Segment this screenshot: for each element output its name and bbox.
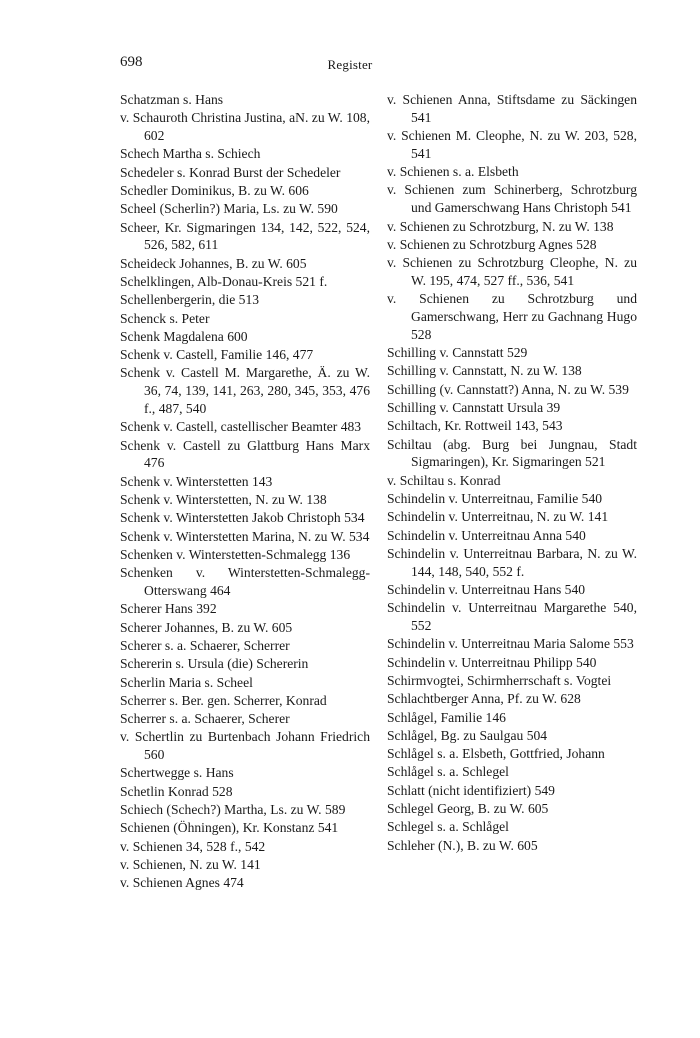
index-entry: Scherrer s. Ber. gen. Scherrer, Konrad: [120, 692, 327, 708]
index-entry: Schindelin v. Unterreitnau Hans 540: [387, 582, 586, 598]
index-entry: v. Schienen Anna, Stiftsdame zu Säckingen 541: [387, 92, 637, 125]
index-entry: v. Schienen s. a. Elsbeth: [387, 164, 519, 180]
index-entry: v. Schienen, N. zu W. 141: [120, 856, 261, 872]
index-entry: Schenken v. Winterstetten-Schmalegg 136: [120, 546, 351, 562]
index-entry: Schlågel, Familie 146: [387, 709, 506, 725]
index-entry: Schech Martha s. Schiech: [120, 146, 261, 162]
index-entry: Scherer Johannes, B. zu W. 605: [120, 619, 293, 635]
index-column-left: [120, 91, 370, 893]
index-entry: Schenk v. Winterstetten 143: [120, 473, 273, 489]
index-entry: Schedeler s. Konrad Burst der Schedeler: [120, 164, 341, 180]
index-entry: Schiltau (abg. Burg bei Jungnau, Stadt Sigmaringen), Kr. Sigmaringen 521: [387, 436, 637, 470]
index-entry: Scherlin Maria s. Scheel: [120, 674, 253, 690]
index-entry: v. Schienen zu Schrotzburg Cleophe, N. zu W. 195, 474, 527 ff., 536, 541: [387, 255, 637, 288]
index-entry: v. Schienen zu Schrotzburg Agnes 528: [387, 236, 597, 252]
index-entry: v. Schienen zum Schinerberg, Schrotzburg und Gamerschwang Hans Christoph 541: [387, 182, 637, 216]
index-entry: Scherrer s. a. Schaerer, Scherer: [120, 711, 290, 727]
index-entry: Schenk v. Winterstetten, N. zu W. 138: [120, 492, 327, 508]
index-entry: v. Schienen 34, 528 f., 542: [120, 838, 266, 854]
index-entry: v. Schienen Agnes 474: [120, 875, 244, 891]
index-entry: Schlegel s. a. Schlågel: [387, 819, 509, 835]
index-entry: Schlågel, Bg. zu Saulgau 504: [387, 727, 548, 743]
index-entry: Schienen (Öhningen), Kr. Konstanz 541: [120, 820, 339, 836]
index-entry: Schiech (Schech?) Martha, Ls. zu W. 589: [120, 802, 346, 818]
index-entry: v. Schiltau s. Konrad: [387, 472, 501, 488]
index-entry: Schetlin Konrad 528: [120, 783, 233, 799]
index-entry: Schindelin v. Unterreitnau, N. zu W. 141: [387, 509, 609, 525]
index-entry: Scherer s. a. Schaerer, Scherrer: [120, 637, 290, 653]
index-entry: Scheer, Kr. Sigmaringen 134, 142, 522, 524, 526, 582, 611: [120, 219, 370, 253]
index-entry: Schenken v. Winterstetten-Schmalegg-Otterswang 464: [120, 565, 370, 599]
index-entry: Schlatt (nicht identifiziert) 549: [387, 782, 555, 798]
index-entry: Schilling v. Cannstatt, N. zu W. 138: [387, 363, 582, 379]
index-entry: Schenk Magdalena 600: [120, 328, 248, 344]
index-entry: Schindelin v. Unterreitnau Margarethe 540, 552: [387, 600, 637, 634]
index-entry: Schererin s. Ursula (die) Schererin: [120, 656, 309, 672]
index-entry: Schindelin v. Unterreitnau Philipp 540: [387, 654, 597, 670]
index-entry: Schilling v. Cannstatt 529: [387, 345, 528, 361]
index-column-right: [387, 91, 637, 855]
index-entry: Schlågel s. a. Elsbeth, Gottfried, Johann: [387, 746, 605, 762]
index-entry: Schlågel s. a. Schlegel: [387, 764, 509, 780]
index-entry: Scherer Hans 392: [120, 601, 217, 617]
index-entry: Schilling v. Cannstatt Ursula 39: [387, 400, 561, 416]
index-entry: Schenck s. Peter: [120, 310, 210, 326]
index-entry: Schiltach, Kr. Rottweil 143, 543: [387, 418, 563, 434]
index-entry: Schenk v. Winterstetten Jakob Christoph 534: [120, 510, 365, 526]
index-entry: Schindelin v. Unterreitnau Barbara, N. zu W. 144, 148, 540, 552 f.: [387, 545, 637, 579]
index-entry: Schenk v. Castell, Familie 146, 477: [120, 347, 314, 363]
index-entry: Schlegel Georg, B. zu W. 605: [387, 801, 549, 817]
page-number: 698: [120, 54, 143, 70]
index-entry: Schleher (N.), B. zu W. 605: [387, 837, 538, 853]
index-entry: Schenk v. Winterstetten Marina, N. zu W. 534: [120, 528, 370, 544]
index-entry: Scheel (Scherlin?) Maria, Ls. zu W. 590: [120, 201, 338, 217]
index-entry: Schenk v. Castell, castellischer Beamter 483: [120, 419, 362, 435]
index-entry: Schlachtberger Anna, Pf. zu W. 628: [387, 691, 581, 707]
index-entry: Schindelin v. Unterreitnau Anna 540: [387, 527, 586, 543]
index-entry: Schenk v. Castell M. Margarethe, Ä. zu W. 36, 74, 139, 141, 263, 280, 345, 353, 476 f., 487, 540: [120, 365, 370, 417]
index-entry: v. Schienen M. Cleophe, N. zu W. 203, 528, 541: [387, 128, 637, 161]
index-entry: Scheideck Johannes, B. zu W. 605: [120, 255, 307, 271]
index-entry: Schedler Dominikus, B. zu W. 606: [120, 182, 309, 198]
index-entry: v. Schienen zu Schrotzburg, N. zu W. 138: [387, 218, 614, 234]
index-entry: Schellenbergerin, die 513: [120, 292, 260, 308]
index-entry: Schindelin v. Unterreitnau, Familie 540: [387, 491, 603, 507]
index-entry: v. Schienen zu Schrotzburg und Gamerschwang, Herr zu Gachnang Hugo 528: [387, 291, 637, 342]
index-entry: Schirmvogtei, Schirmherrschaft s. Vogtei: [387, 673, 612, 688]
index-entry: Schenk v. Castell zu Glattburg Hans Marx 476: [120, 437, 370, 471]
index-entry: v. Schertlin zu Burtenbach Johann Friedrich 560: [120, 729, 370, 763]
index-entry: Schatzman s. Hans: [120, 92, 224, 107]
running-head: Register: [327, 57, 373, 72]
index-entry: Schertwegge s. Hans: [120, 765, 234, 781]
index-entry: v. Schauroth Christina Justina, aN. zu W. 108, 602: [120, 110, 370, 144]
index-entry: Schilling (v. Cannstatt?) Anna, N. zu W. 539: [387, 381, 629, 397]
index-entry: Schelklingen, Alb-Donau-Kreis 521 f.: [120, 273, 328, 289]
index-entry: Schindelin v. Unterreitnau Maria Salome 553: [387, 636, 634, 652]
